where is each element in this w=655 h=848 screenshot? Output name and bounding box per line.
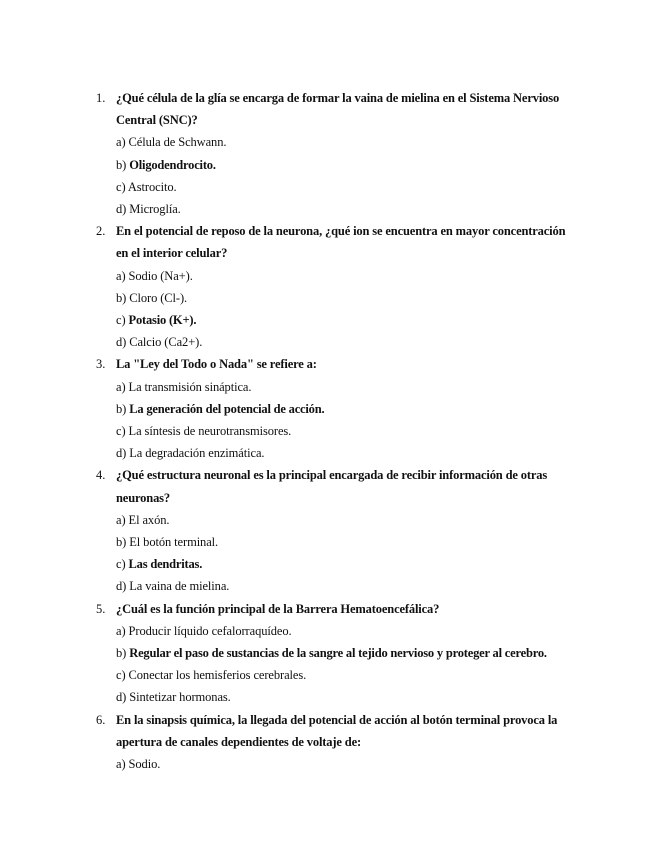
- option-text: Microglía.: [129, 202, 181, 217]
- question-text: La "Ley del Todo o Nada" se refiere a:: [116, 357, 317, 372]
- option-text: Oligodendrocito.: [129, 157, 216, 172]
- question-text: En la sinapsis química, la llegada del potencial de acción al botón terminal provoca la apertura de canales dependientes de voltaje de:: [116, 712, 558, 749]
- option-text: La generación del potencial de acción.: [129, 401, 325, 416]
- question-text: ¿Qué estructura neuronal es la principal encargada de recibir información de otras neuronas?: [116, 468, 548, 505]
- option-letter: c): [116, 424, 129, 439]
- question-item: [0, 353, 655, 464]
- option-letter: a): [116, 757, 129, 772]
- question-item: [0, 87, 655, 220]
- option-text: La síntesis de neurotransmisores.: [128, 424, 292, 439]
- question-text: ¿Cuál es la función principal de la Barrera Hematoencefálica?: [116, 601, 440, 616]
- answer-option: [116, 154, 586, 176]
- option-letter: b): [116, 290, 130, 305]
- answer-option: [116, 753, 586, 775]
- question-item: [0, 709, 655, 776]
- quiz-list: [0, 87, 655, 775]
- question-item: [0, 464, 655, 597]
- answer-option: [116, 442, 586, 464]
- answer-option: [116, 176, 586, 198]
- question-number: 3.: [96, 357, 106, 372]
- option-letter: c): [116, 668, 129, 683]
- option-letter: a): [116, 512, 129, 527]
- option-letter: a): [116, 623, 129, 638]
- option-letter: d): [116, 335, 130, 350]
- option-text: La degradación enzimática.: [129, 446, 265, 461]
- option-letter: a): [116, 379, 129, 394]
- option-text: El axón.: [128, 512, 170, 527]
- option-text: Las dendritas.: [128, 557, 203, 572]
- option-letter: b): [116, 157, 130, 172]
- answer-option: [116, 265, 586, 287]
- option-letter: b): [116, 535, 130, 550]
- option-letter: c): [116, 179, 128, 194]
- option-letter: d): [116, 446, 130, 461]
- option-text: La transmisión sináptica.: [128, 379, 252, 394]
- answer-option: [116, 376, 586, 398]
- answer-option: [116, 664, 586, 686]
- option-letter: d): [116, 579, 130, 594]
- answer-option: [116, 309, 586, 331]
- option-text: Conectar los hemisferios cerebrales.: [128, 668, 307, 683]
- option-text: Regular el paso de sustancias de la sangre al tejido nervioso y proteger al cerebro.: [129, 646, 547, 661]
- option-text: Cloro (Cl-).: [129, 290, 188, 305]
- option-letter: b): [116, 646, 130, 661]
- answer-option: [116, 198, 586, 220]
- option-text: Sodio (Na+).: [128, 268, 193, 283]
- option-text: Potasio (K+).: [128, 313, 197, 328]
- answer-option: [116, 575, 586, 597]
- answer-option: [116, 620, 586, 642]
- option-text: Sintetizar hormonas.: [129, 690, 231, 705]
- option-text: Célula de Schwann.: [128, 135, 227, 150]
- question-item: [0, 598, 655, 709]
- answer-option: [116, 420, 586, 442]
- option-letter: b): [116, 401, 130, 416]
- option-text: Calcio (Ca2+).: [129, 335, 203, 350]
- answer-option: [116, 686, 586, 708]
- option-letter: d): [116, 690, 130, 705]
- question-number: 5.: [96, 601, 106, 616]
- question-text: En el potencial de reposo de la neurona, ¿qué ion se encuentra en mayor concentración en el interior celular?: [116, 224, 566, 261]
- option-letter: c): [116, 557, 129, 572]
- answer-option: [116, 131, 586, 153]
- option-letter: d): [116, 202, 130, 217]
- option-text: Astrocito.: [127, 179, 177, 194]
- option-letter: a): [116, 268, 129, 283]
- question-number: 6.: [96, 712, 106, 727]
- option-letter: a): [116, 135, 129, 150]
- option-letter: c): [116, 313, 129, 328]
- option-text: La vaina de mielina.: [129, 579, 230, 594]
- question-text: ¿Qué célula de la glía se encarga de formar la vaina de mielina en el Sistema Nervioso Central (SNC)?: [116, 91, 560, 128]
- answer-option: [116, 331, 586, 353]
- answer-option: [116, 509, 586, 531]
- option-text: Producir líquido cefalorraquídeo.: [128, 623, 292, 638]
- answer-option: [116, 287, 586, 309]
- answer-option: [116, 398, 586, 420]
- question-number: 1.: [96, 91, 106, 105]
- answer-option: [116, 642, 586, 664]
- option-text: Sodio.: [128, 757, 161, 772]
- answer-option: [116, 553, 586, 575]
- question-number: 2.: [96, 224, 106, 239]
- question-number: 4.: [96, 468, 106, 483]
- answer-option: [116, 531, 586, 553]
- question-item: [0, 220, 655, 353]
- option-text: El botón terminal.: [129, 535, 219, 550]
